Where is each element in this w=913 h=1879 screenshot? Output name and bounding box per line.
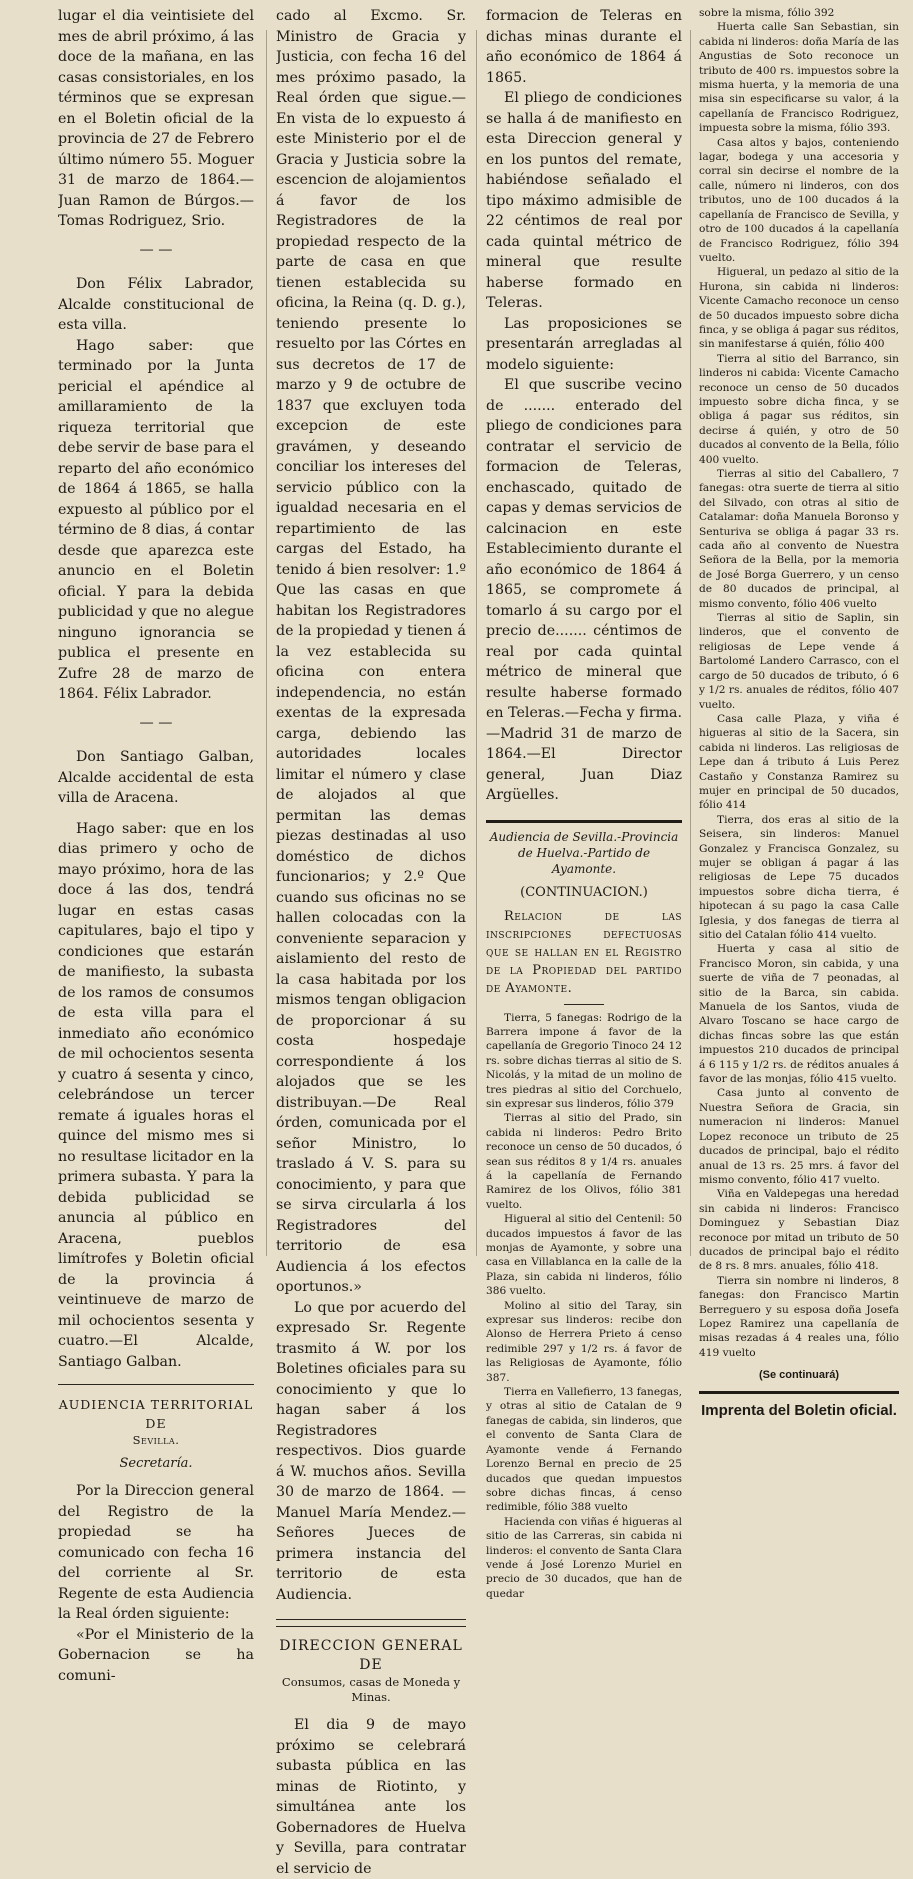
pliego-paragraph: El pliego de condiciones se halla á de manifiesto en esta Direccion general y en los puntos del remate, habiéndose señalado el tipo máximo admisible de 22 céntimos de real por cada quintal métrico de mineral que resulte haberse formado en Teleras. — [486, 90, 682, 311]
inscripcion-item: Tierra, dos eras al sitio de la Seisera, sin linderos: Manuel Gonzalez y Francisca Gonzalez, su mujer se obligan á pagar á las religiosas de Lepe 75 ducados impuestos sobre dicha tierra, é hipotecan á su pago la casa Calle Iglesia, y dos fanegas de tierra al sitio del Catalan fólio 414 vuelto. — [699, 813, 899, 941]
inscripcion-item: Molino al sitio del Taray, sin expresar sus linderos: recibe don Alonso de Herrera Prieto á censo redimible 297 y 1/2 rs. á favor de las Religiosas de Ayamonte, fólio 387. — [486, 1299, 682, 1384]
se-continuara-label: (Se continuará) — [758, 1369, 840, 1382]
imprenta-footer: Imprenta del Boletin oficial. — [701, 1401, 897, 1418]
inscripcion-item: Tierra, 5 fanegas: Rodrigo de la Barrera impone á favor de la capellanía de Gregorio Tinoco 24 12 rs. sobre dichas tierras al sitio de S. Nicolás, y la mitad de un molino de tres piedras al sitio del Corchuelo, sin expresar sus linderos, fólio 379 — [486, 1011, 682, 1110]
inscripcion-item: Hacienda con viñas é higueras al sitio de las Carreras, sin cabida ni linderos: el convento de Santa Clara vende á José Lorenzo Muriel en precio de 30 ducados, que han de quedar — [486, 1515, 682, 1600]
direccion-body: El dia 9 de mayo próximo se celebrará subasta pública en las minas de Riotinto, y simultánea ante los Gobernadores de Huelva y Sevilla, para contratar el servicio de — [276, 1717, 466, 1877]
section-rule — [276, 1619, 466, 1620]
section-rule — [58, 1384, 254, 1385]
modelo-paragraph: El que suscribe vecino de ....... enterado del pliego de condiciones para contratar el servicio de formacion de Teleras, enchascado, quitado de capas y demas servicios de calcinacion en este Establecimiento durante el año económico de 1864 á 1865, se compromete á tomarlo á su cargo por el precio de....... céntimos de real por cada quintal métrico de mineral que resulte haberse formado en Teleras.—Fecha y firma. —Madrid 31 de marzo de 1864.—El Director general, Juan Diaz Argüelles. — [486, 377, 682, 803]
inscripcion-item: Tierras al sitio del Prado, sin cabida ni linderos: Pedro Brito reconoce un censo de 50 ducados, ó sean sus réditos 8 y 1/4 rs. anuales á la capellanía de Fernando Ramirez de los Olivos, fólio 381 vuelto. — [486, 1112, 682, 1211]
inscripcion-item: Tierras al sitio de Saplin, sin linderos, que el convento de religiosas de Lepe vende á Bartolomé Landero Carrasco, con el cargo de 50 ducados de tributo, ó 6 y 1/2 rs. anuales de réditos, fólio 407 vuelto. — [699, 612, 899, 711]
inscripcion-item: Higueral al sitio del Centenil: 50 ducados impuestos á favor de las monjas de Ayamonte, y sobre una casa en Villablanca en la calle de la Plaza, sin cabida ni linderos, fólio 386 vuelto. — [486, 1213, 682, 1298]
continuacion-label: (CONTINUACION.) — [520, 884, 648, 900]
inscripcion-item: Casa calle Plaza, y viña é higueras al sitio de la Sacera, sin cabida ni linderos. Las religiosas de Lepe dan á tributo á Luis Perez Castaño y Constanza Ramirez su mujer en principal de 50 ducados, fólio 414 — [699, 712, 899, 812]
column-1 — [58, 6, 254, 1686]
felix-notice-body: Hago saber: que terminado por la Junta pericial el apéndice al amillaramiento de la riqueza territorial que debe servir de base para el reparto del año económico de 1864 á 1865, se halla expuesto al público por el término de 8 dias, á contar desde que aparezca este anuncio en el Boletin oficial. Y para la debida publicidad y que no alegue ninguno ignorancia se publica el presente en Zufre 28 de marzo de 1864. Félix Labrador. — [58, 337, 254, 702]
inscripcion-item: Casa junto al convento de Nuestra Señora de Gracia, sin numeracion ni linderos: Manuel Lopez reconoce un tributo de 25 ducados de principal, bajo el rédito anual de 13 rs. 25 mrs. á favor del mismo convento, fólio 417 vuelto. — [699, 1087, 899, 1186]
felix-notice-heading: Don Félix Labrador, Alcalde constitucional de esta villa. — [58, 276, 254, 333]
separator-dash: — — — [139, 241, 173, 258]
regente-paragraph: Lo que por acuerdo del expresado Sr. Regente trasmito á W. por los Boletines oficiales para su conocimiento y que lo hagan saber á los Registradores respectivos. Dios guarde á W. muchos años. Sevilla 30 de marzo de 1864. —Manuel María Mendez.—Señores Jueces de primera instancia del territorio de esta Audiencia. — [276, 1299, 466, 1603]
direccion-subheading: Consumos, casas de Moneda y Minas. — [281, 1675, 461, 1704]
secretaria-heading: Secretaría. — [119, 1456, 193, 1471]
column-4 — [699, 6, 899, 1418]
inscripcion-item: Higueral, un pedazo al sitio de la Hurona, sin cabida ni linderos: Vicente Camacho reconoce un censo de 50 ducados impuesto sobre dicha finca, y se obliga á pagar sus réditos, sin manifestarse á quién, fólio 400 — [699, 266, 899, 351]
audiencia-heading: AUDIENCIA TERRITORIAL DE — [58, 1397, 254, 1431]
audiencia-body: Por la Direccion general del Registro de la propiedad se ha comunicado con fecha 16 del corriente al Sr. Regente de esta Audiencia la Real órden siguiente: — [58, 1483, 254, 1622]
direccion-heading: DIRECCION GENERAL DE — [279, 1638, 463, 1673]
column-divider — [476, 30, 477, 1256]
santiago-notice-heading: Don Santiago Galban, Alcalde accidental de esta villa de Aracena. — [58, 749, 254, 806]
column-3 — [486, 6, 682, 1601]
moguer-notice-tail: lugar el dia veintisiete del mes de abril próximo, á las doce de la mañana, en las casas consistoriales, en los términos que se expresan en el Boletin oficial de la provincia de 27 de Febrero último número 55. Moguer 31 de marzo de 1864.—Juan Ramon de Búrgos.—Tomas Rodriguez, Srio. — [58, 8, 254, 229]
audiencia-sevilla-title: Audiencia de Sevilla.-Provincia de Huelva.-Partido de Ayamonte. — [489, 829, 679, 876]
inscripcion-item: Tierra sin nombre ni linderos, 8 fanegas: don Francisco Martin Berreguero y su esposa doña Josefa Lopez Ramirez una capellanía de misas rezadas á 4 reales una, fólio 419 vuelto — [699, 1274, 899, 1359]
inscripcion-item: Casa altos y bajos, conteniendo lagar, bodega y una accesoria y corral sin decirse el nombre de la calle, número ni linderos, con dos tributos, uno de 100 ducados á la capellanía de Francisco de Sevilla, y otro de 100 ducados á la capellanía de Francisco Rodriguez, fólio 394 vuelto. — [699, 136, 899, 264]
relacion-heading: Relacion de las inscripciones defectuosas que se hallan en el Registro de la Propiedad del partido de Ayamonte. — [486, 908, 682, 996]
inscripcion-item: Tierra en Vallefierro, 13 fanegas, y otras al sitio de Catalan de 9 fanegas de cabida, sin linderos, que el convento de Santa Clara de Ayamonte vende á Fernando Lorenzo Bernal en precio de 25 ducados que quedan impuestos sobre dichas fincas, á censo redimible, fólio 388 vuelto — [486, 1386, 682, 1514]
section-rule — [276, 1626, 466, 1627]
column-divider — [266, 30, 267, 1256]
column-divider — [690, 30, 691, 1256]
inscripcion-item: Viña en Valdepegas una heredad sin cabida ni linderos: Francisco Dominguez y Sebastian Diaz reconoce por mitad un tributo de 50 ducados de principal bajo el rédito de 8 rs. 8 mrs. anuales, fólio 418. — [699, 1188, 899, 1273]
section-rule-thick — [486, 820, 682, 823]
inscripcion-item: Huerta y casa al sitio de Francisco Moron, sin cabida, y una suerte de viña de 7 peonadas, al sitio de la Barca, sin cabida. Manuela de los Santos, viuda de Alvaro Toscano se hace cargo de dichas fincas sobre las que están impuestos 210 ducados de principal á 6 115 y 1/2 rs. de réditos anuales á favor de las monjas, fólio 415 vuelto. — [699, 943, 899, 1086]
short-rule — [564, 1004, 604, 1005]
section-rule-thick — [699, 1391, 899, 1394]
santiago-notice-body: Hago saber: que en los dias primero y ocho de mayo próximo, hora de las doce á las dos, tendrá lugar en estas casas capitulares, bajo el tipo y condiciones que estarán de manifiesto, la subasta de los ramos de consumos de esta villa para el inmediato año económico de mil ochocientos sesenta y cuatro á sesenta y cinco, celebrándose un tercer remate á iguales horas el quince del mismo mes si no resultase licitador en la primera subasta. Y para la debida publicidad se anuncia al público en Aracena, pueblos limítrofes y Boletin oficial de la provincia á veintinueve de marzo de mil ochocientos sesenta y cuatro.—El Alcalde, Santiago Galban. — [58, 820, 254, 1370]
proposiciones-paragraph: Las proposiciones se presentarán arregladas al modelo siguiente: — [486, 315, 682, 373]
inscripcion-item: Huerta calle San Sebastian, sin cabida ni linderos: doña María de las Angustias de Soto reconoce un tributo de 400 rs. impuestos sobre la misma huerta, y la memoria de una misa sin especificarse su valor, á la capellanía de Francisco Rodriguez, impuesta sobre la misma, fólio 393. — [699, 21, 899, 135]
audiencia-subheading: Sevilla. — [132, 1433, 180, 1447]
teleras-paragraph: formacion de Teleras en dichas minas durante el año económico de 1864 á 1865. — [486, 8, 682, 86]
separator-dash: — — — [139, 714, 173, 731]
inscripcion-item: Tierras al sitio del Caballero, 7 fanegas: otra suerte de tierra al sitio del Silvado, con otras al sitio de Catalamar: doña Manuela Boronso y Senturiva se obliga á pagar 33 rs. cada año al convento de Nuestra Señora de la Bella, por la memoria de José Borga Guerrero, y un censo de 80 ducados de principal, al mismo convento, fólio 406 vuelto — [699, 468, 899, 610]
audiencia-quote-start: «Por el Ministerio de la Gobernacion se ha comuni- — [58, 1626, 254, 1684]
column-2 — [276, 6, 466, 1879]
real-orden-text: cado al Excmo. Sr. Ministro de Gracia y Justicia, con fecha 16 del mes próximo pasado, la Real órden que sigue.—En vista de lo expuesto á este Ministerio por el de Gracia y Justicia sobre la escencion de alojamientos á favor de los Registradores de la propiedad respecto de la parte de casa en que tienen establecida su oficina, la Reina (q. D. g.), teniendo presente lo resuelto por las Córtes en sus decretos de 17 de marzo y 9 de octubre de 1837 que excluyen toda excepcion de este gravámen, y deseando conciliar los intereses del servicio público con la igualdad necesaria en el repartimiento de las cargas del Estado, ha tenido á bien resolver: 1.º Que las casas en que habitan los Registradores de la propiedad y tienen á la vez establecida su oficina con entera independencia, no están exentas de la expresada carga, debiendo las autoridades locales limitar el número y clase de alojados al que permitan las demas piezas destinadas al uso doméstico de dichos funcionarios; y 2.º Que cuando sus oficinas no se hallen colocadas con la conveniente separacion y aislamiento del resto de la casa habitada por los mismos tengan obligacion de proporcionar á su costa hospedaje correspondiente á los alojados que se les distribuyan.—De Real órden, comunicada por el señor Ministro, lo traslado á V. S. para su conocimiento, y para que se sirva circularla á los Registradores del territorio de esa Audiencia á los efectos oportunos.» — [276, 8, 466, 1295]
inscripcion-item: Tierra al sitio del Barranco, sin linderos ni cabida: Vicente Camacho reconoce un censo de 50 ducados impuesto sobre dicha finca, y se obliga á pagar sus réditos, sin decirse á quién, y otro de 50 ducados al convento de la Bella, fólio 400 vuelto. — [699, 352, 899, 466]
inscripcion-item-tail: sobre la misma, fólio 392 — [699, 7, 835, 19]
